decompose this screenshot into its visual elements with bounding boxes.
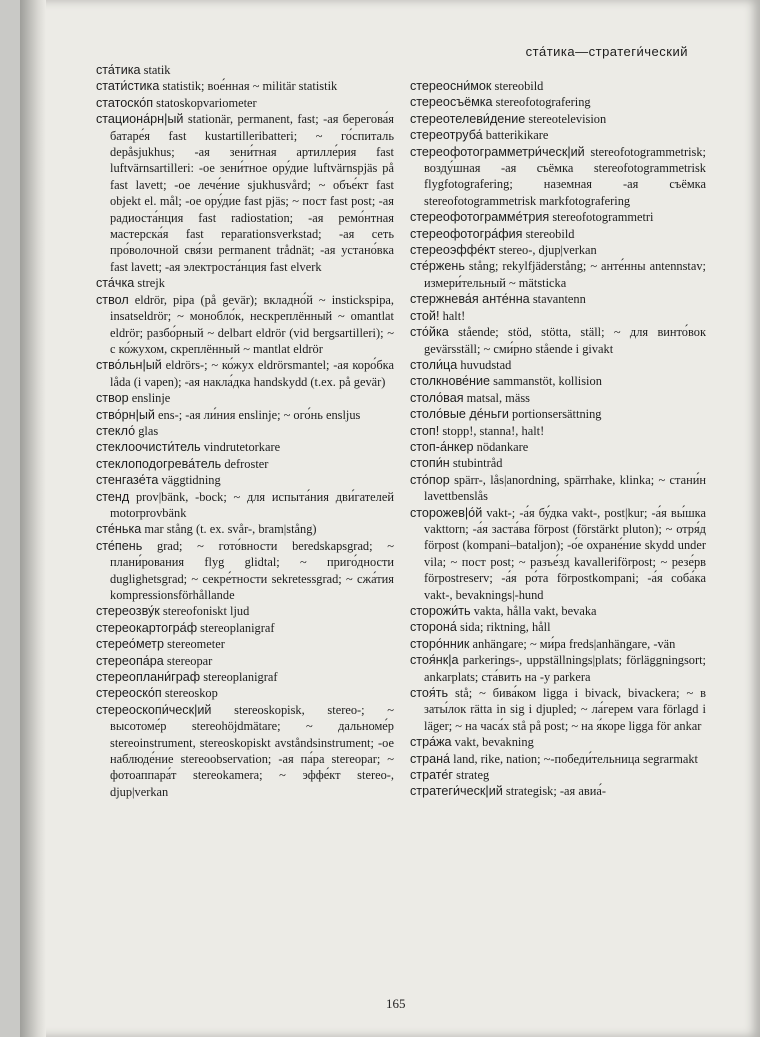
entry-translation: vakta, hålla vakt, bevaka [473,604,597,618]
entry-headword: стеклоочисти́тель [96,440,201,455]
dictionary-entry [410,439,706,455]
entry-headword: стопи́н [410,456,450,471]
dictionary-entry [410,603,706,619]
dictionary-entry [96,292,394,358]
dictionary-page [20,0,760,1037]
page-number: 165 [386,996,406,1011]
dictionary-entry [96,357,394,390]
entry-translation: stereofotogrammetri [552,210,654,225]
entry-translation: batterikikare [485,128,549,143]
entry-translation: portionsersättning [512,407,602,422]
dictionary-entry [410,685,706,734]
dictionary-entry [410,423,706,439]
entry-headword: стекло́ [96,423,136,438]
entry-translation: stående; stöd, stötta, ställ; ~ для винто́вок gevärsställ; ~ сми́рно stående i givakt [424,325,706,356]
entry-headword: стереопа́ра [96,653,164,668]
dictionary-entry [410,144,706,210]
dictionary-entry [410,505,706,603]
dictionary-entry [96,603,394,619]
entry-headword: стереокартогра́ф [96,620,198,635]
entry-headword: стереоплани́граф [96,670,201,685]
entry-translation: stationär, permanent, fast; -ая берегова́я батаре́я fast kustartilleribatteri; ~ го́спиталь depåsjukhus; -ая зени́тная артилле́рия fast luftvärnsartilleri: -ое зени́тное ору́дие luftvärnspjäs på fast lavett; -ое лече́ние sjukhusvård; ~ объе́кт fast objekt el. mål; -ое ору́дие fast pjäs; ~ пост fast post; -ая радиоста́нция fast radiostation; -ая ремо́нтная мастерска́я fast reparationsverkstad; -ая сеть про́волочной свя́зи permanent trådnät; -ая устано́вка fast lavett; -ая электроста́нция fast elverk [110,112,394,274]
entry-translation: spärr-, lås|anordning, spärrhake, klinka; ~ стани́н lavettbenslås [424,472,706,504]
entry-translation: strateg [456,768,490,783]
dictionary-entry [410,734,706,750]
entry-headword: стра́жа [410,735,452,750]
entry-headword: стоп-а́нкер [410,439,474,454]
entry-translation: stång; rekylfjäderstång; ~ анте́нны antennstav; измери́тельный ~ mätsticka [424,259,706,290]
dictionary-entry [96,111,394,275]
dictionary-entry [96,407,394,423]
dictionary-entry [96,702,394,800]
entry-translation: stereopar [166,653,213,668]
entry-headword: ста́тика [96,63,141,77]
dictionary-entry [410,767,706,783]
entry-translation: parkerings-, uppställnings|plats; förläggningsort; ankarplats; ста́вить на -у parkera [424,653,706,684]
entry-headword: стереофотогра́фия [410,226,523,241]
entry-translation: mar stång (t. ex. svår-, bram|stång) [144,522,317,537]
entry-headword: стереофотограмме́трия [410,210,550,225]
entry-headword: стоп! [410,423,440,438]
entry-translation: vindrutetorkare [203,440,281,455]
entry-translation: huvudstad [460,357,512,372]
entry-translation: nödankare [476,439,529,454]
dictionary-entry [410,357,706,373]
dictionary-entry [410,455,706,471]
dictionary-entry [410,258,706,291]
dictionary-entry [410,209,706,225]
dictionary-entry [410,242,706,258]
entry-translation: eldrör, pipa (på gevär); вкладно́й ~ instickspipa, insatseldrör; ~ монобло́к, нескреплённый ~ omantlat eldrör; разбо́рный ~ delbart eldrör (vid bergsartilleri); ~ с ко́жухом, скреплённый ~ mantlat eldrör [110,292,394,356]
entry-translation: stereobild [525,226,575,241]
dictionary-entry [410,308,706,324]
dictionary-entry [96,439,394,455]
entry-headword: стоя́нк|а [410,653,459,668]
entry-translation: eldrörs-; ~ ко́жух eldrörsmantel; -ая коро́бка låda (i vapen); -ая накла́дка handskydd (t.ex. på gevär) [110,358,394,389]
entry-headword: стратеги́ческ|ий [410,784,503,799]
entry-headword: стациона́рн|ый [96,112,184,127]
dictionary-entry [96,95,394,111]
dictionary-entry [96,636,394,652]
entry-translation: stereofoniskt ljud [162,604,250,619]
entry-translation: strategisk; -ая авиа́- [505,784,606,799]
entry-headword: ствол [96,292,129,307]
dictionary-entry [410,94,706,110]
entry-headword: сторо́нник [410,636,470,651]
entry-translation: stå; ~ бива́ком ligga i bivack, bivackera; ~ в заты́лок rätta in sig i djupled; ~ ла́герем vara förlagd i läger; ~ на часа́х stå på post; ~ на я́коре ligga för ankar [424,686,706,733]
dictionary-entry [96,62,394,78]
entry-translation: anhängare; ~ ми́ра freds|anhängare, -vän [472,636,676,651]
book-gutter [20,0,46,1037]
entry-translation: stereofotografering [495,95,591,110]
dictionary-entry [96,456,394,472]
entry-translation: glas [138,423,159,438]
dictionary-entry [96,620,394,636]
entry-translation: väggtidning [161,473,221,488]
entry-headword: сте́нька [96,522,142,537]
dictionary-entry [410,373,706,389]
dictionary-entry [410,111,706,127]
dictionary-entry [410,751,706,767]
dictionary-entry [96,685,394,701]
entry-headword: стеклоподогрева́тель [96,456,222,471]
dictionary-entry [96,669,394,685]
dictionary-entry [410,619,706,635]
entry-translation: stereoplanigraf [200,620,275,635]
entry-headword: сто́пор [410,472,450,487]
entry-headword: сте́ржень [410,259,465,274]
entry-headword: стереоскопи́ческ|ий [96,702,212,717]
entry-headword: стой! [410,308,440,323]
entry-headword: стоя́ть [410,686,449,701]
entry-headword: столо́вая [410,390,464,405]
entry-headword: стати́стика [96,79,160,94]
dictionary-entry [410,636,706,652]
dictionary-entry [410,291,706,307]
entry-translation: stereofotogrammetrisk; возду́шная -ая съёмка stereofotogrammetrisk flygfotografering; наземная -ая съёмка stereofotogrammetrisk markfotografering [424,144,706,208]
entry-headword: ство́льн|ый [96,358,162,373]
entry-headword: столо́вые де́ньги [410,407,509,422]
entry-translation: sammanstöt, kollision [493,374,602,389]
entry-headword: столкнове́ние [410,374,491,389]
dictionary-entry [96,472,394,488]
dictionary-entry [96,521,394,537]
entry-headword: стенгазе́та [96,473,159,488]
entry-translation: stereotelevision [528,111,607,126]
dictionary-entry [410,78,706,94]
entry-headword: сто́йка [410,325,449,340]
dictionary-entry [96,78,394,94]
entry-headword: стереоэффе́кт [410,243,496,258]
entry-translation: stereoplanigraf [203,670,278,685]
entry-translation: vakt-; -а́я бу́дка vakt-, post|kur; -а́я вы́шка vakttorn; -а́я заста́ва förpost (förstärkt pluton); ~ отря́д förpost (kompani–bataljon); -о́е охране́ние skydd under vila; ~ пост post; ~ разъе́зд kavalleriförpost; ~ резе́рв förpostreserv; -а́я ро́та förpostkompani; -а́я соба́ка vakt-, bevaknings|-hund [424,505,706,602]
entry-translation: prov|bänk, -bock; ~ для испыта́ния дви́гателей motorprovbänk [110,489,394,520]
right-column [410,78,706,800]
entry-translation: statoskopvariometer [156,95,257,110]
entry-headword: сторона́ [410,620,457,635]
entry-headword: сторожи́ть [410,604,471,618]
entry-translation: stereo-, djup|verkan [498,243,597,258]
entry-headword: стержнева́я анте́нна [410,292,530,307]
entry-translation: stavantenn [532,292,586,307]
dictionary-entry [96,423,394,439]
entry-translation: statik [143,63,171,77]
entry-translation: stubintråd [452,456,503,471]
entry-translation: land, rike, nation; ~-победи́тельница segrarmakt [453,751,699,766]
entry-translation: ens-; -ая ли́ния enslinje; ~ ого́нь ensljus [158,407,361,422]
entry-headword: ство́рн|ый [96,407,155,422]
entry-headword: страте́г [410,768,454,783]
dictionary-entry [410,406,706,422]
entry-translation: sida; riktning, håll [460,620,551,635]
entry-translation: grad; ~ гото́вности beredskapsgrad; ~ плани́рования flyg glidtal; ~ приго́дности duglighetsgrad; ~ секре́тности sekretessgrad; ~ сжа́тия kompressionsförhållande [110,538,394,602]
entry-translation: defroster [224,456,269,471]
dictionary-entry [96,538,394,604]
entry-translation: enslinje [131,391,171,406]
entry-translation: matsal, mäss [466,390,530,405]
dictionary-entry [96,489,394,522]
entry-headword: стенд [96,489,130,504]
entry-translation: strejk [137,276,165,291]
entry-headword: сторожев|о́й [410,505,483,520]
dictionary-entry [410,324,706,357]
dictionary-entry [410,472,706,505]
entry-headword: стереосъёмка [410,95,493,110]
dictionary-entry [410,783,706,799]
entry-headword: страна́ [410,751,451,766]
entry-translation: stereoskopisk, stereo-; ~ высотоме́р stereohöjdmätare; ~ дальноме́р stereoinstrument, stereoskopiskt avståndsinstrument; -ое наблюде́ние stereoobservation; -ая па́ра stereopar; ~ фотоаппара́т stereokamera; ~ эффе́кт stereo-, djup|verkan [110,702,394,799]
dictionary-entry [410,390,706,406]
entry-translation: stopp!, stanna!, halt! [442,423,545,438]
dictionary-entry [410,127,706,143]
entry-headword: стереотелеви́дение [410,111,526,126]
dictionary-entry [410,652,706,685]
running-head: ста́тика—стратеги́ческий [525,44,688,59]
entry-translation: stereobild [494,79,544,93]
dictionary-entry [96,653,394,669]
entry-headword: стереосни́мок [410,79,492,93]
entry-headword: столи́ца [410,357,458,372]
entry-translation: stereometer [167,637,225,652]
entry-translation: stereoskop [164,686,218,701]
entry-headword: стерео́метр [96,637,164,652]
dictionary-entry [96,390,394,406]
entry-headword: стереоско́п [96,686,162,701]
entry-headword: стереотруба́ [410,128,483,143]
left-column [96,62,394,800]
entry-headword: стереозву́к [96,604,160,619]
entry-translation: halt! [442,308,466,323]
entry-headword: сте́пень [96,538,143,553]
entry-headword: створ [96,391,129,406]
entry-translation: vakt, bevakning [454,735,534,750]
entry-headword: стереофотограмметри́ческ|ий [410,144,585,159]
entry-headword: ста́чка [96,276,135,291]
entry-translation: statistik; вое́нная ~ militär statistik [162,79,338,94]
dictionary-entry [96,275,394,291]
entry-headword: статоско́п [96,95,154,110]
dictionary-entry [410,226,706,242]
